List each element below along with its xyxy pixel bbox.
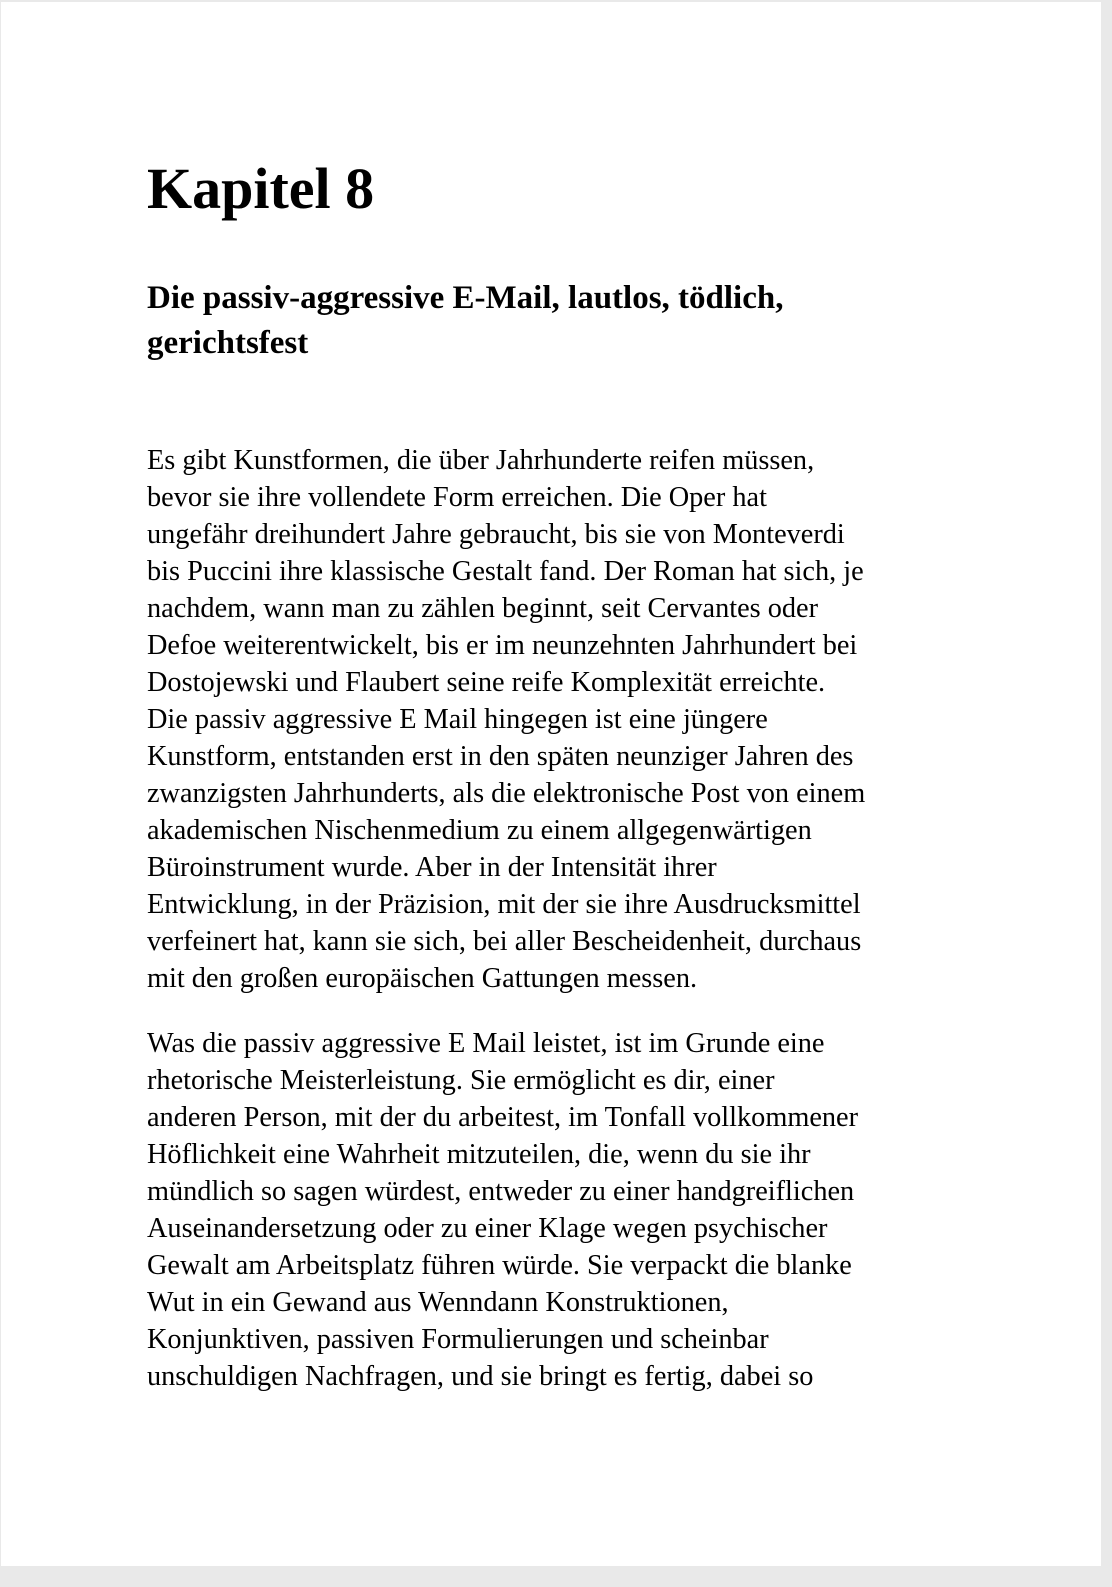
text-line: Entwicklung, in der Präzision, mit der sie ihre Ausdrucksmittel: [147, 889, 861, 920]
text-line: zwanzigsten Jahrhunderts, als die elektronische Post von einem: [147, 778, 866, 809]
text-line: verfeinert hat, kann sie sich, bei aller Bescheidenheit, durchaus: [147, 926, 862, 957]
text-line: mit den großen europäischen Gattungen messen.: [147, 963, 698, 994]
text-line: ungefähr dreihundert Jahre gebraucht, bis sie von Monteverdi: [147, 519, 845, 550]
text-line: Konjunktiven, passiven Formulierungen und scheinbar: [147, 1324, 769, 1355]
text-line: akademischen Nischenmedium zu einem allgegenwärtigen: [147, 815, 812, 846]
text-line: anderen Person, mit der du arbeitest, im Tonfall vollkommener: [147, 1102, 859, 1133]
text-line: Auseinandersetzung oder zu einer Klage wegen psychischer: [147, 1213, 828, 1244]
text-line: bevor sie ihre vollendete Form erreichen. Die Oper hat: [147, 482, 767, 513]
chapter-title: Kapitel 8: [147, 156, 375, 221]
text-line: Wut in ein Gewand aus Wenndann Konstruktionen,: [147, 1287, 729, 1318]
paragraph: [147, 442, 959, 997]
text-line: Gewalt am Arbeitsplatz führen würde. Sie verpackt die blanke: [147, 1250, 852, 1281]
text-line: Kunstform, entstanden erst in den späten neunziger Jahren des: [147, 741, 854, 772]
text-line: rhetorische Meisterleistung. Sie ermöglicht es dir, einer: [147, 1065, 775, 1096]
text-line: Die passiv aggressive E Mail hingegen ist eine jüngere: [147, 704, 768, 735]
paragraph: [147, 1025, 959, 1395]
chapter-subtitle: Die passiv-aggressive E-Mail, lautlos, tödlich, gerichtsfest: [147, 280, 784, 361]
text-line: Dostojewski und Flaubert seine reife Komplexität erreichte.: [147, 667, 826, 698]
text-line: mündlich so sagen würdest, entweder zu einer handgreiflichen: [147, 1176, 855, 1207]
text-line: Defoe weiterentwickelt, bis er im neunzehnten Jahrhundert bei: [147, 630, 858, 661]
text-line: unschuldigen Nachfragen, und sie bringt es fertig, dabei so: [147, 1361, 814, 1392]
text-line: nachdem, wann man zu zählen beginnt, seit Cervantes oder: [147, 593, 819, 624]
text-line: bis Puccini ihre klassische Gestalt fand. Der Roman hat sich, je: [147, 556, 864, 587]
text-line: Büroinstrument wurde. Aber in der Intensität ihrer: [147, 852, 717, 883]
document-page: [1, 2, 1101, 1566]
text-line: Was die passiv aggressive E Mail leistet, ist im Grunde eine: [147, 1028, 825, 1059]
text-line: Es gibt Kunstformen, die über Jahrhunderte reifen müssen,: [147, 445, 815, 476]
text-line: Höflichkeit eine Wahrheit mitzuteilen, die, wenn du sie ihr: [147, 1139, 811, 1170]
